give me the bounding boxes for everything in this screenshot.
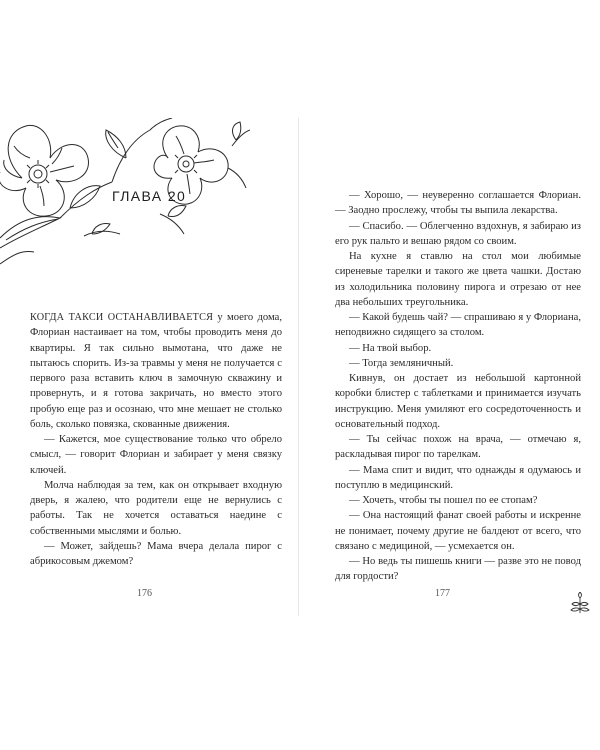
left-page <box>0 118 299 616</box>
botanical-sprig-icon <box>569 592 591 614</box>
page-number-right: 177 <box>435 588 450 599</box>
paragraph: — Хочеть, чтобы ты пошел по ее стопам? <box>349 495 538 506</box>
paragraph: — Какой будешь чай? — спрашиваю я у Флориана, неподвижно сидящего за столом. <box>335 312 581 339</box>
paragraph: — На твой выбор. <box>349 342 432 354</box>
right-page-text <box>335 188 581 585</box>
paragraph: — Тогда земляничный. <box>349 357 454 369</box>
page-number-left: 176 <box>137 588 152 599</box>
right-page <box>299 118 600 616</box>
paragraph: КОГДА ТАКСИ ОСТАНАВЛИВАЕТСЯ у моего дома, Флориан настаивает на том, чтобы проводить меня до квартиры. Я так сильно вымотана, что даже не пытаюсь спорить. Из-за травмы у меня не получается с первого раза вставить ключ в замочную скважину и провернуть, и я готова закричать, но вместо этого пробую еще раз и осознаю, что мне мешает не столько боль, сколько повязка, скованные движения. <box>30 312 282 430</box>
paragraph: — Ты сейчас похож на врача, — отмечаю я, раскладывая пирог по тарелкам. <box>335 434 581 461</box>
paragraph: На кухне я ставлю на стол мои любимые сиреневые тарелки и такого же цвета чашки. Достаю из холодильника половину пирога и отрезаю от нее два небольших треугольника. <box>335 251 581 308</box>
lead-caps: КОГДА ТАКСИ ОСТАНАВЛИВАЕТСЯ <box>30 312 214 323</box>
paragraph: — Она настоящий фанат своей работы и искренне не понимает, почему другие не балдеют от всего, что связано с медициной, — усмехается он. <box>335 510 581 552</box>
chapter-title: ГЛАВА 20 <box>112 188 187 204</box>
paragraph: — Но ведь ты пишешь книги — разве это не повод для гордости? <box>335 556 581 583</box>
paragraph: Молча наблюдая за тем, как он открывает входную дверь, я жалею, что родители еще не вернулись с работы. Так не хочется оставаться наедине с собственными мыслями и болью. <box>30 479 282 537</box>
paragraph: — Кажется, мое существование только что обрело смысл, — говорит Флориан и забирает у меня связку ключей. <box>30 434 282 476</box>
book-spread <box>0 118 600 616</box>
paragraph: Кивнув, он достает из небольшой картонной коробки блистер с таблетками и принимается изучать инструкцию. Меня умиляют его сосредоточенность и основательный подход. <box>335 373 581 430</box>
paragraph: — Хорошо, — неуверенно соглашается Флориан. — Заодно прослежу, чтобы ты выпила лекарства. <box>335 190 581 217</box>
paragraph: — Может, зайдешь? Мама вчера делала пирог с абрикосовым джемом? <box>30 540 282 567</box>
paragraph: — Спасибо. — Облегченно вздохнув, я забираю из его рук пальто и вешаю рядом со своим. <box>335 220 581 247</box>
left-page-text <box>30 310 282 569</box>
paragraph: — Мама спит и видит, что однажды я одумаюсь и поступлю в медицинский. <box>335 464 581 491</box>
